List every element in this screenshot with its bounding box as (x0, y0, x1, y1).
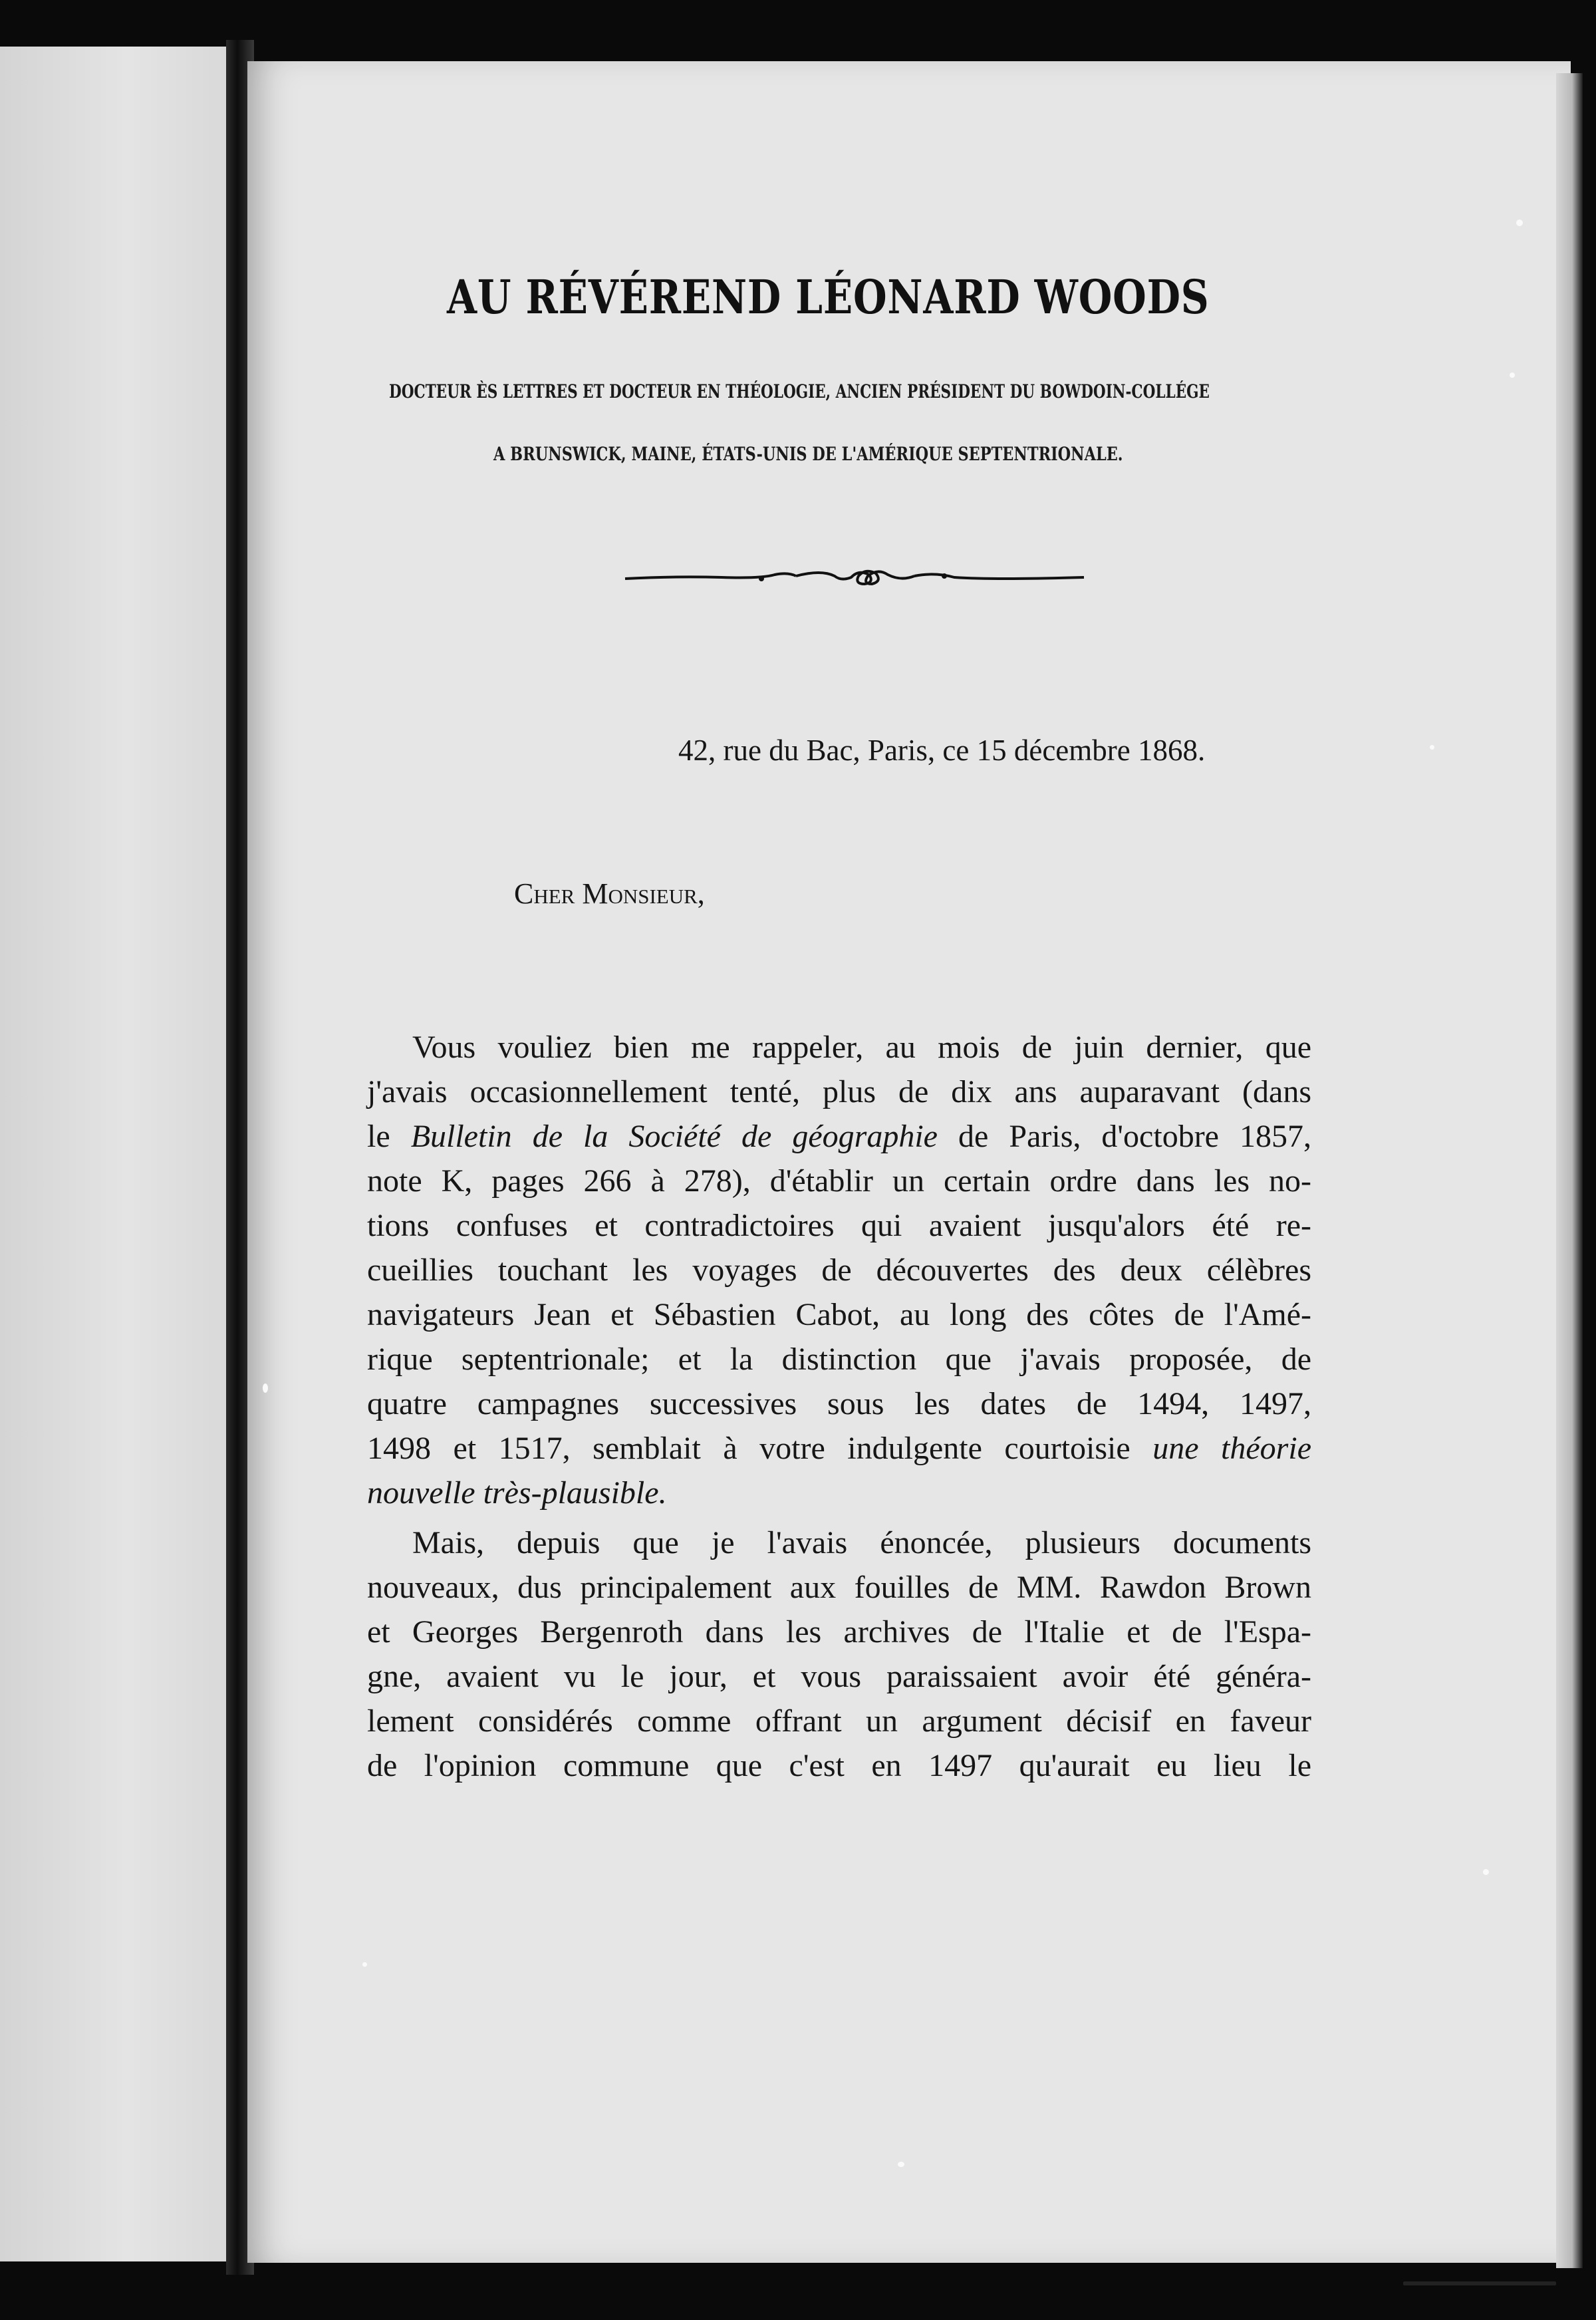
body-line: rique septentrionale; et la distinction que j'avais proposée, de (367, 1342, 1311, 1377)
dedication-subtitle-line-1: DOCTEUR ÈS LETTRES ET DOCTEUR EN THÉOLOGIE, ANCIEN PRÉSIDENT DU BOWDOIN-COLLÉGE (389, 380, 1210, 402)
scan-speck (1483, 1869, 1489, 1875)
body-line: navigateurs Jean et Sébastien Cabot, au long des côtes de l'Amé- (367, 1297, 1311, 1332)
body-line: j'avais occasionnellement tenté, plus de dix ans auparavant (dans (367, 1074, 1311, 1109)
ornamental-divider (622, 559, 1087, 592)
body-line: quatre campagnes successives sous les dates de 1494, 1497, (367, 1386, 1311, 1421)
scan-speck (1516, 219, 1523, 226)
page-right-edge (1556, 73, 1583, 2268)
left-page-fragment (0, 47, 233, 2261)
body-text: de Paris, d'octobre 1857, (958, 1119, 1312, 1154)
scan-speck (263, 1383, 268, 1393)
body-line: Vous vouliez bien me rappeler, au mois de juin dernier, que (412, 1030, 1311, 1065)
body-line: cueillies touchant les voyages de découvertes des deux célèbres (367, 1252, 1311, 1288)
body-text: le (367, 1119, 390, 1154)
body-line: note K, pages 266 à 278), d'établir un certain ordre dans les no- (367, 1163, 1311, 1199)
body-line: et Georges Bergenroth dans les archives de l'Italie et de l'Espa- (367, 1614, 1311, 1650)
body-text: 1498 et 1517, semblait à votre indulgente courtoisie (367, 1431, 1130, 1466)
body-line: lement considérés comme offrant un argument décisif en faveur (367, 1703, 1311, 1739)
letter-salutation: Cher Monsieur, (514, 877, 705, 910)
scan-speck (1430, 745, 1434, 750)
scan-speck (898, 2162, 904, 2167)
dedication-title: AU RÉVÉREND LÉONARD WOODS (447, 269, 1210, 325)
scan-speck (1510, 372, 1515, 378)
italic-phrase: une théorie (1152, 1431, 1311, 1466)
body-line: tions confuses et contradictoires qui avaient jusqu'alors été re- (367, 1208, 1311, 1243)
scan-speck (362, 1962, 367, 1967)
dedication-subtitle-line-2: A BRUNSWICK, MAINE, ÉTATS-UNIS DE L'AMÉRIQUE SEPTENTRIONALE. (493, 443, 1123, 465)
body-line-with-italic (367, 1429, 1311, 1470)
italic-phrase: nouvelle très-plausible. (367, 1475, 667, 1511)
body-line: gne, avaient vu le jour, et vous paraissaient avoir été généra- (367, 1659, 1311, 1694)
body-line (367, 1473, 1311, 1515)
scan-edge-shadow (1403, 2281, 1556, 2285)
letter-dateline: 42, rue du Bac, Paris, ce 15 décembre 1868. (678, 734, 1206, 767)
body-line: nouveaux, dus principalement aux fouilles de MM. Rawdon Brown (367, 1570, 1311, 1605)
body-line: de l'opinion commune que c'est en 1497 qu'aurait eu lieu le (367, 1748, 1311, 1783)
italic-title: Bulletin de la Société de géographie (410, 1119, 938, 1154)
body-line: Mais, depuis que je l'avais énoncée, plusieurs documents (412, 1525, 1311, 1560)
body-line-with-italic (367, 1117, 1311, 1158)
